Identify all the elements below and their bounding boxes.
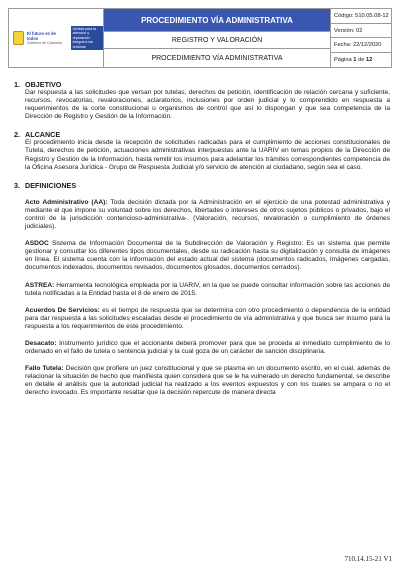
- document-code: Código: 510.05.08-12: [331, 9, 391, 24]
- document-header: [8, 8, 392, 68]
- section-heading-definiciones: 3. DEFINICIONES: [14, 180, 77, 190]
- header-meta: [330, 9, 391, 67]
- document-date: Fecha: 22/12/2020: [331, 38, 391, 53]
- document-body: [14, 80, 390, 398]
- alcance-text: El procedimiento inicia desde la recepción de solicitudes radicadas para el cumplimiento de acciones constitucionales de Tutela, derechos de petición, actuaciones administrativas interpuestas ante la UARIV en temas propios de la Dirección de Registro y Gestión de la Información, hasta remitir los insumos para adelantar los trámites correspondientes competencia de la Oficina Asesora Jurídica - Grupo de Respuesta Judicial y/o servicio de atención al ciudadano, según sea el caso.: [25, 139, 390, 171]
- footer-code: 710.14.15-21 V1: [344, 555, 392, 563]
- definition-item: ASTREA: Herramienta tecnológica empleada por la UARIV, en la que se puede consultar información sobre las acciones de tutela notificadas a la Entidad hasta el 8 de enero de 2015.: [25, 281, 390, 297]
- process-name: REGISTRO Y VALORACIÓN: [104, 32, 330, 49]
- header-center: [104, 9, 330, 67]
- definition-item: Acto Administrativo (AA): Toda decisión dictada por la Administración en el ejercicio de una potestad administrativa y mediante el que impone su voluntad sobre los derechos, libertades o intereses de otros sujetos públicos o privados, bajo el control de la jurisdicción contencioso-administrativa-. (Valoración, recursos, revaloración o cumplimiento de órdenes judiciales).: [25, 198, 390, 231]
- definition-item: Fallo Tutela: Decisión que profiere un juez constitucional y que se plasma en un documento escrito, en el cual, además de relacionar la situación de hecho que manifiesta quien considera que se le ha vulnerado un derecho fundamental, se describe en detalle el análisis que la autoridad judicial ha realizado a los eventos expuestos y con los cuales se ampara o no el derecho invocado. Es importante resaltar que la decisión repercute de manera directa: [25, 365, 390, 397]
- procedure-name: PROCEDIMIENTO VÍA ADMINISTRATIVA: [151, 54, 283, 62]
- colombia-seal-icon: [13, 31, 24, 45]
- government-logo: El futuro es de todos Gobierno de Colombia: [26, 30, 62, 45]
- definition-item: Acuerdos De Servicios: es el tiempo de respuesta que se determina con otro procedimiento o dependencia de la entidad para dar respuesta a las solicitudes escaladas desde el procedimiento de vía administrativa y que busca ser insumo para la respuesta a los requerimientos de este procedimiento.: [25, 306, 391, 330]
- definition-item: Desacato: Instrumento jurídico que el accionante deberá promover para que se proceda al inmediato cumplimiento de lo ordenado en el fallo de tutela o sentencia judicial y la cual goza de un carácter de sanción disciplinaria.: [25, 339, 390, 356]
- page-indicator: Página 1 de 12: [334, 56, 373, 63]
- logo-cell: [9, 9, 104, 67]
- victims-unit-logo: Unidad para la atención y reparación integral a las víctimas: [71, 26, 103, 50]
- document-title: PROCEDIMIENTO VÍA ADMINISTRATIVA: [104, 9, 330, 32]
- definition-item: ASDOC Sistema de Información Documental de la Subdirección de Valoración y Registro: Es un sistema que permite gestionar y consultar los diferentes tipos documentales, desde su radicación hasta su digitalización y consulta de imágenes en línea. El sistema cuenta con la información del estado actual del sistema (documentos radicados, imágenes cargadas, documentos indexados, documentos revisados, documentos glosados, documentos cerrados).: [25, 240, 390, 272]
- section-heading-alcance: 2. ALCANCE: [14, 130, 61, 140]
- document-version: Versión: 02: [331, 24, 391, 39]
- section-heading-objetivo: 1. OBJETIVO: [14, 80, 62, 89]
- objetivo-text: Dar respuesta a las solicitudes que versan por tutelas, derechos de petición, identificación de relación cercana y suficiente, recursos, revocatorias, revaloraciones, aclaratorios, inclusiones por orden judicial y lo comprendido en respuesta a requerimientos de la corte constitucional u organismos de control que así lo dispongan y que sea competencia de la Dirección de Registro y Gestión de la Información.: [25, 89, 390, 121]
